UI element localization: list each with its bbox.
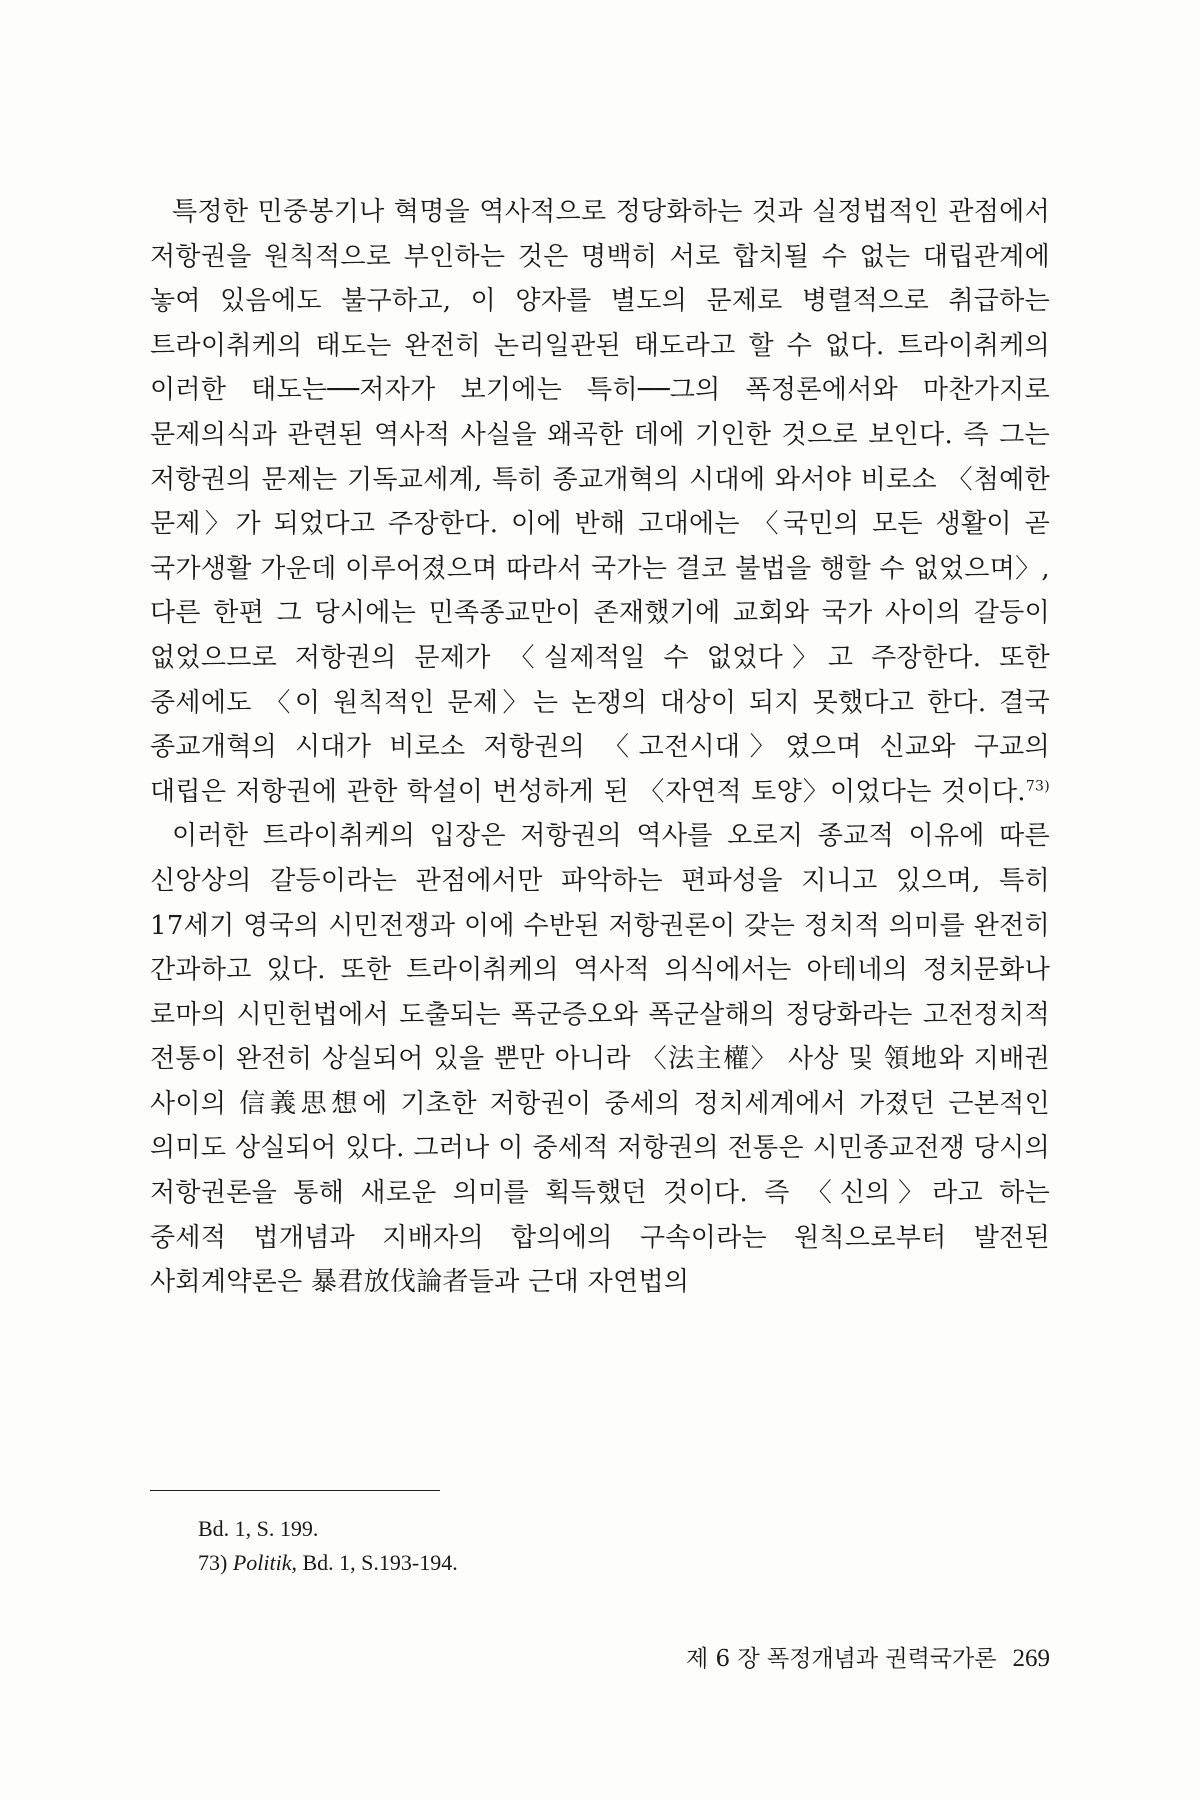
page-number: 269 <box>1012 1645 1050 1672</box>
footnote-number: 73) <box>198 1550 228 1575</box>
paragraph-2 <box>150 814 1050 1305</box>
footnote-73 <box>150 1546 1050 1580</box>
running-footer <box>686 1640 1050 1673</box>
footnote-text: Bd. 1, S. 199. <box>198 1516 319 1541</box>
paragraph-text: 이러한 트라이취케의 입장은 저항권의 역사를 오로지 종교적 이유에 따른 신앙상의 갈등이라는 관점에서만 파악하는 편파성을 지니고 있으며, 특히 17세기 영국의 시민전쟁과 이에 수반된 저항권론이 갖는 정치적 의미를 완전히 간과하고 있다. 또한 트라이취케의 역사적 의식에서는 아테네의 정치문화나 로마의 시민헌법에서 도출되는 폭군증오와 폭군살해의 정당화라는 고전정치적 전통이 완전히 상실되어 있을 뿐만 아니라 〈法主權〉 사상 및 領地와 지배권 사이의 信義思想에 기초한 저항권이 중세의 정치세계에서 가졌던 근본적인 의미도 상실되어 있다. 그러나 이 중세적 저항권의 전통은 시민종교전쟁 당시의 저항권론을 통해 새로운 의미를 획득했던 것이다. 즉 〈신의〉라고 하는 중세적 법개념과 지배자의 합의에의 구속이라는 원칙으로부터 발전된 사회계약론은 暴君放伐論者들과 근대 자연법의 <box>150 821 1050 1298</box>
footnotes <box>150 1512 1050 1580</box>
footnote-continuation <box>150 1512 1050 1546</box>
body-text <box>150 190 1050 1305</box>
footnote-reference[interactable]: 73) <box>1025 778 1050 795</box>
footnote-divider <box>150 1490 440 1491</box>
paragraph-1 <box>150 190 1050 814</box>
footnote-work-title: Politik <box>232 1550 292 1575</box>
paragraph-text: 특정한 민중봉기나 혁명을 역사적으로 정당화하는 것과 실정법적인 관점에서 저항권을 원칙적으로 부인하는 것은 명백히 서로 합치될 수 없는 대립관계에 놓여 있음에도 불구하고, 이 양자를 별도의 문제로 병렬적으로 취급하는 트라이취케의 태도는 완전히 논리일관된 태도라고 할 수 없다. 트라이취케의 이러한 태도는──저자가 보기에는 특히──그의 폭정론에서와 마찬가지로 문제의식과 관련된 역사적 사실을 왜곡한 데에 기인한 것으로 보인다. 즉 그는 저항권의 문제는 기독교세계, 특히 종교개혁의 시대에 와서야 비로소 〈첨예한 문제〉가 되었다고 주장한다. 이에 반해 고대에는 〈국민의 모든 생활이 곧 국가생활 가운데 이루어졌으며 따라서 국가는 결코 불법을 행할 수 없었으며〉, 다른 한편 그 당시에는 민족종교만이 존재했기에 교회와 국가 사이의 갈등이 없었으므로 저항권의 문제가 〈실제적일 수 없었다〉고 주장한다. 또한 중세에도 〈이 원칙적인 문제〉는 논쟁의 대상이 되지 못했다고 한다. 결국 종교개혁의 시대가 비로소 저항권의 〈고전시대〉였으며 신교와 구교의 대립은 저항권에 관한 학설이 번성하게 된 〈자연적 토양〉이었다는 것이다. <box>150 197 1050 807</box>
footnote-citation: , Bd. 1, S.193-194. <box>291 1550 458 1575</box>
chapter-title: 제 6 장 폭정개념과 권력국가론 <box>686 1646 997 1672</box>
